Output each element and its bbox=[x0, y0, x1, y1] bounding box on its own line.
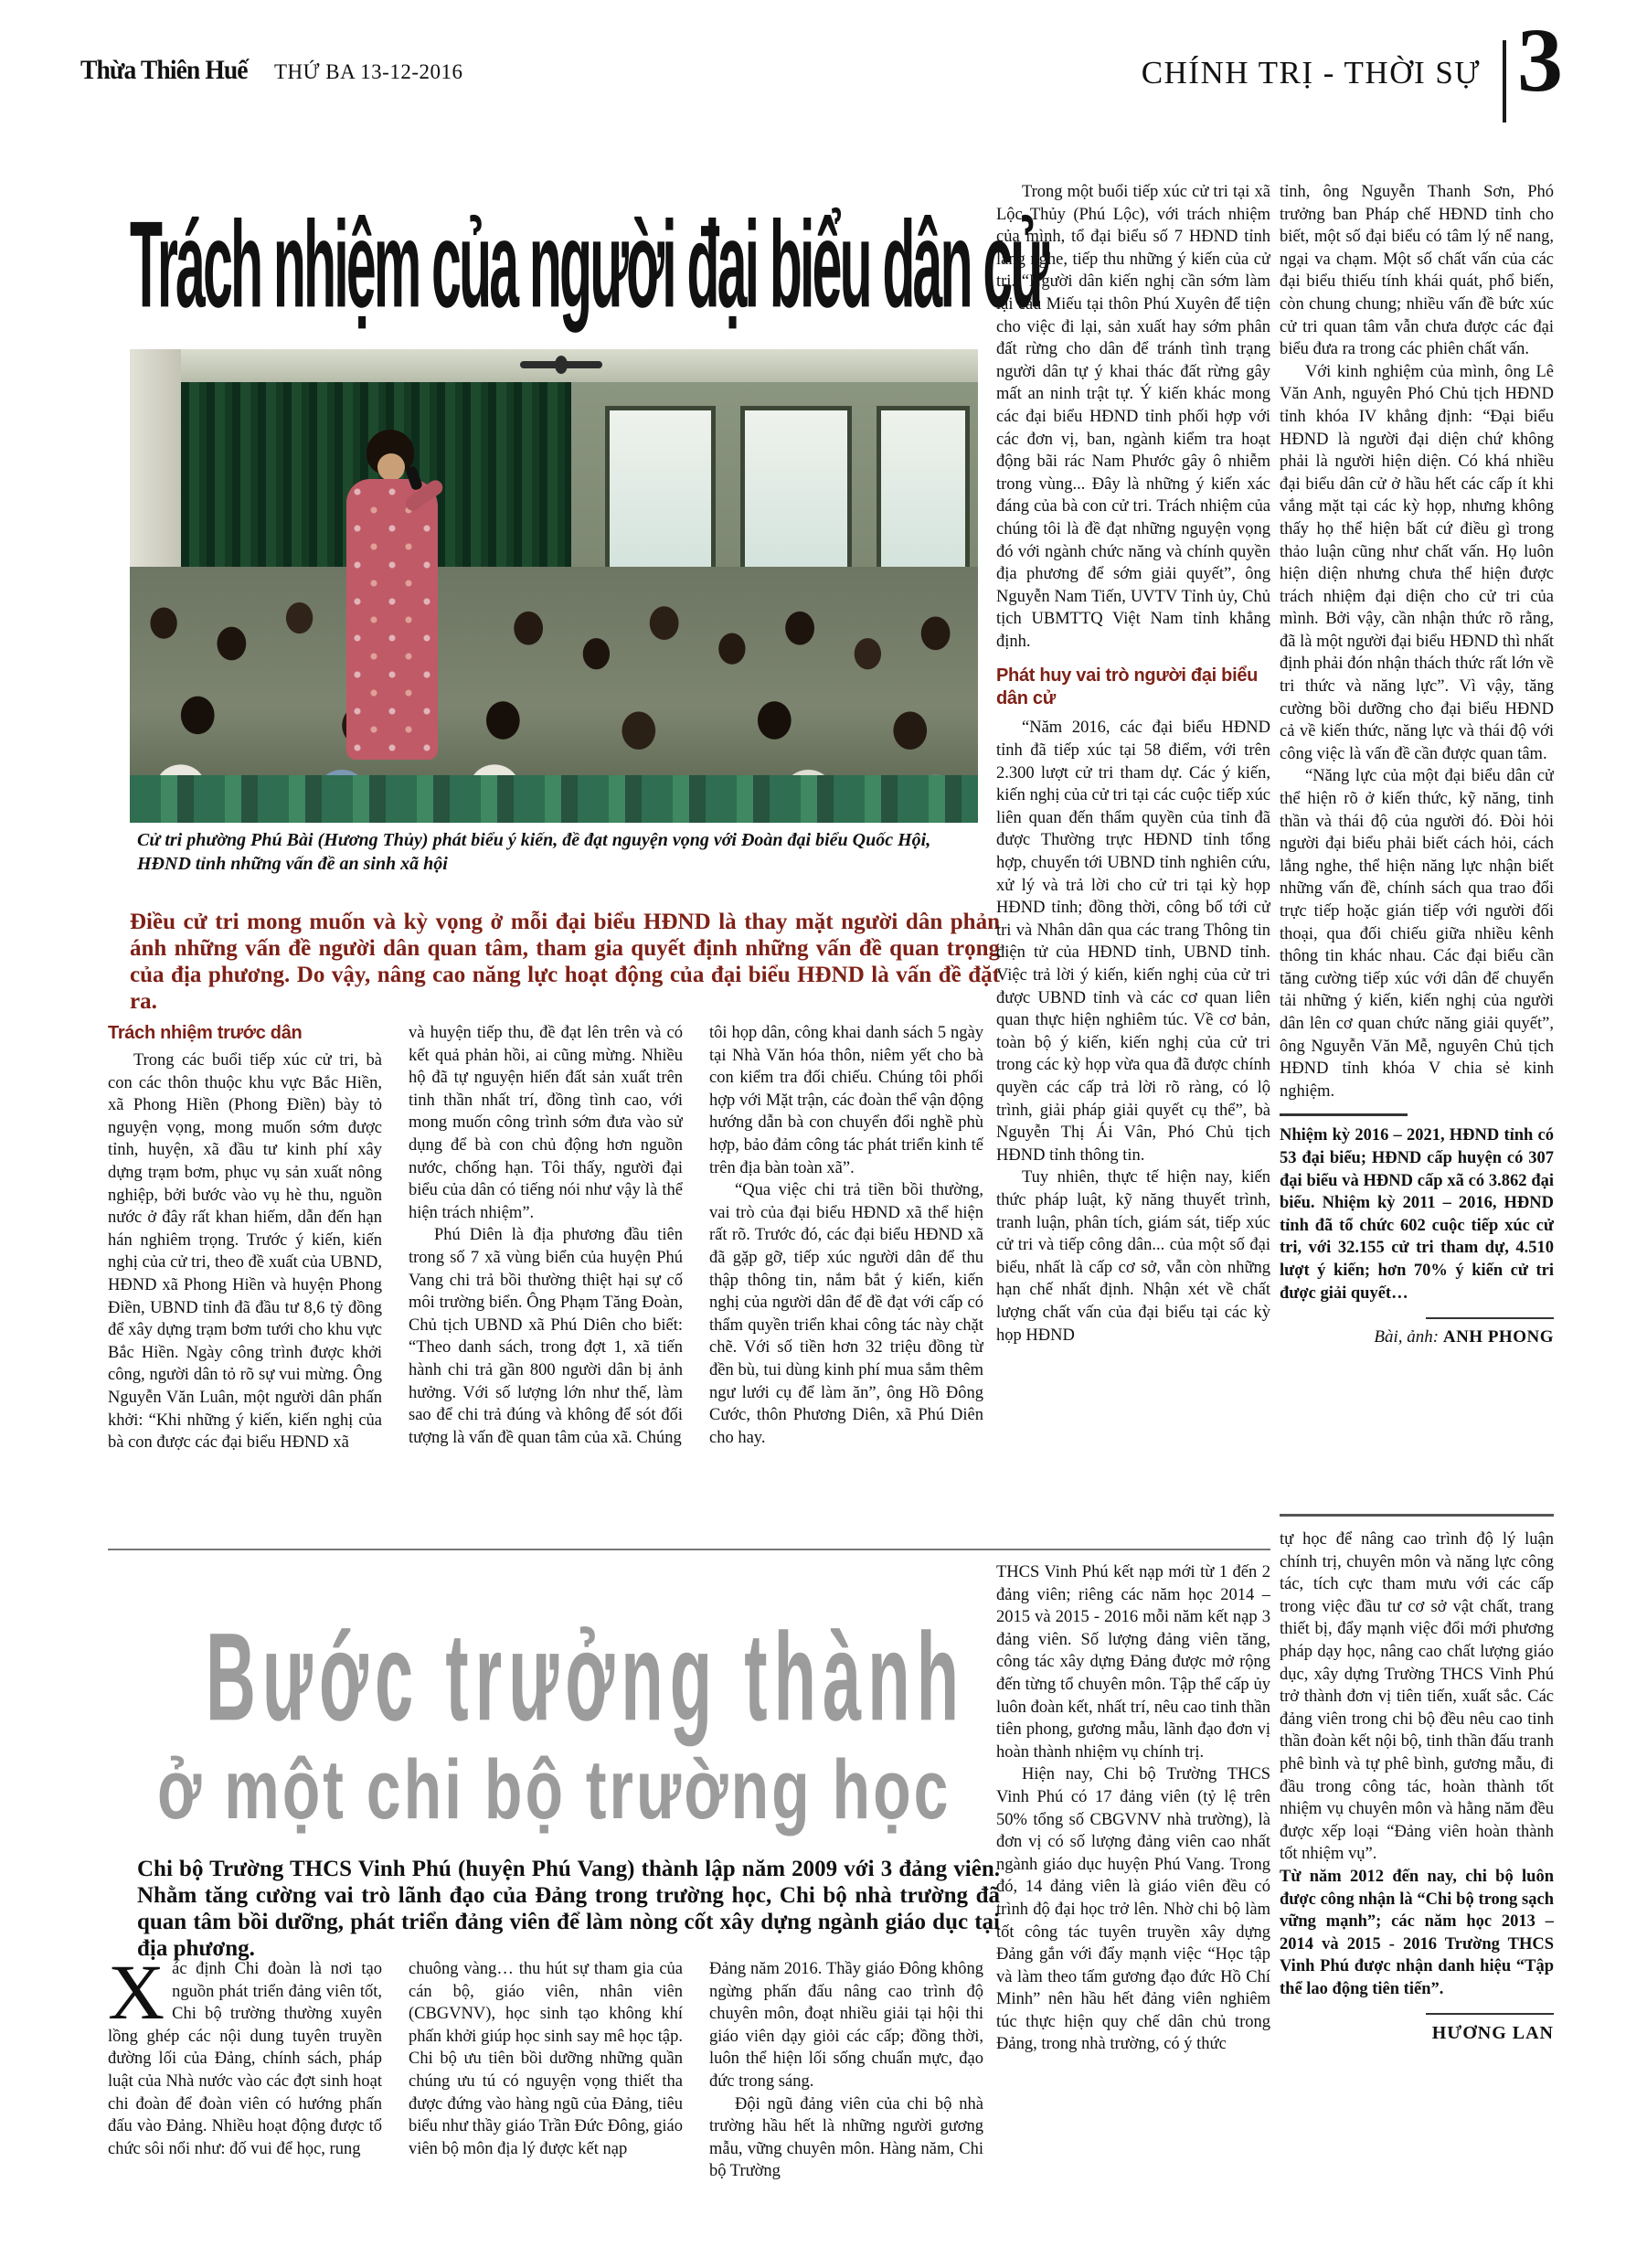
article1-headline: Trách nhiệm của người đại biểu dân cử bbox=[130, 195, 1047, 334]
byline-divider bbox=[1426, 1317, 1554, 1319]
article2-headline-line2: ở một chi bộ trường học bbox=[157, 1742, 951, 1837]
article2-paragraph: THCS Vinh Phú kết nạp mới từ 1 đến 2 đảng viên; riêng các năm học 2014 – 2015 và 2015 - 2016 mỗi năm kết nạp 3 đảng viên. Số lượng đảng viên tăng, công tác xây dựng Đảng được mở rộng đến từng tổ chuyên môn. Tập thể cấp ủy luôn đoàn kết, nhất trí, nêu cao tinh thần tiên phong, gương mẫu, lãnh đạo đơn vị hoàn thành nhiệm vụ chính trị. bbox=[996, 1563, 1270, 1762]
byline-author: ANH PHONG bbox=[1442, 1327, 1554, 1347]
article2-column-4 bbox=[996, 1561, 1270, 2267]
article2-column-3 bbox=[709, 1958, 983, 2260]
article1-paragraph: Với kinh nghiệm của mình, ông Lê Văn Anh, nguyên Phó Chủ tịch HĐND tỉnh khóa IV khẳng định: “Đại biểu HĐND là người đại diện chứ không phải là người hiện diện. Có khá nhiều đại biểu dân cử ở hầu hết các cấp ít khi vắng mặt tại các kỳ họp, nhưng không thấy họ thể hiện bất cứ điều gì trong thảo luận cũng như chất vấn. Họ luôn hiện diện nhưng chưa thể hiện được trách nhiệm đại diện cho cử tri của mình. Bởi vậy, cần nhận thức rõ rằng, đã là một người đại biểu HĐND thì nhất định phải đón nhận thách thức rất lớn về tri thức và năng lực”. Vì vậy, tăng cường bồi dưỡng cho đại biểu HĐND cả về kiến thức, năng lực và thái độ với công việc là vấn đề cần được quan tâm. bbox=[1280, 362, 1554, 763]
page-number: 3 bbox=[1517, 9, 1563, 111]
article1-column-5 bbox=[1280, 181, 1554, 1508]
article2-paragraph: tự học để nâng cao trình độ lý luận chính trị, chuyên môn và năng lực công tác, tích cực tham mưu với các cấp trong việc đầu tư cơ sở vật chất, trang thiết bị, đẩy mạnh việc đổi mới phương pháp dạy học, nâng cao chất lượng giáo dục, xây dựng Trường THCS Vinh Phú trở thành đơn vị tiên tiến, xuất sắc. Các đảng viên trong chi bộ đều nêu cao tinh thần đoàn kết nội bộ, tinh thần đấu tranh phê bình và tự phê bình, gương mẫu, đi đầu trong công tác, hoàn thành tốt nhiệm vụ chuyên môn và hằng năm đều được xếp loại “Đảng viên hoàn thành tốt nhiệm vụ”. bbox=[1280, 1530, 1554, 1864]
article2-paragraph: Đảng năm 2016. Thầy giáo Đông không ngừng phấn đấu nâng cao trình độ chuyên môn, đoạt nhiều giải tại hội thi giáo viên dạy giỏi các cấp; đồng thời, luôn thể hiện lối sống chuẩn mực, đạo đức trong sáng. bbox=[709, 1960, 983, 2091]
article1-lead: Điều cử tri mong muốn và kỳ vọng ở mỗi đại biểu HĐND là thay mặt người dân phản ánh những vấn đề người dân quan tâm, tham gia quyết định những vấn đề quan trọng của địa phương. Do vậy, nâng cao năng lực hoạt động của đại biểu HĐND là vấn đề đặt ra. bbox=[130, 910, 1000, 1014]
article1-paragraph: “Năng lực của một đại biểu dân cử thể hiện rõ ở kiến thức, kỹ năng, tinh thần và thái độ của người đó. Đòi hỏi người đại biểu phải biết cách hỏi, cách lắng nghe, thể hiện năng lực nhận biết những vấn đề, chính sách qua trao đổi trực tiếp hoặc gián tiếp với người đối thoại, qua đối chiếu giữa nhiều kênh thông tin khác nhau. Các đại biểu cần tăng cường tiếp xúc với dân để chuyển tải những ý kiến, kiến nghị của người dân lên cơ quan chức năng giải quyết”, ông Nguyễn Văn Mễ, nguyên Chủ tịch HĐND tỉnh khóa V chia sẻ kinh nghiệm. bbox=[1280, 767, 1554, 1101]
speaker-body bbox=[346, 479, 438, 760]
article2-paragraph-text: ác định Chi đoàn là nơi tạo nguồn phát triển đảng viên tốt, Chi bộ trường thường xuyên lồng ghép các nội dung tuyên truyền đường lối của Đảng, chính sách, pháp luật của Nhà nước vào các đợt sinh hoạt chi đoàn để đoàn viên có hướng phấn đấu vào Đảng. Nhiều hoạt động được tổ chức sôi nổi như: đố vui để học, rung bbox=[108, 1960, 382, 2158]
article1-infobox: Nhiệm kỳ 2016 – 2021, HĐND tỉnh có 53 đại biểu; HĐND cấp huyện có 307 đại biểu và HĐND cấp xã có 3.862 đại biểu. Nhiệm kỳ 2011 – 2016, HĐND tỉnh đã tổ chức 602 cuộc tiếp xúc cử tri, với 32.155 cử tri tham dự, 4.510 lượt ý kiến; hơn 70% ý kiến cử tri được giải quyết… bbox=[1280, 1126, 1554, 1303]
article1-paragraph: tôi họp dân, công khai danh sách 5 ngày tại Nhà Văn hóa thôn, niêm yết cho bà con kiểm tra đối chiếu. Chúng tôi phối hợp với Mặt trận, các đoàn thể vận động hướng dẫn bà con chuyển đổi nghề phù hợp, bảo đảm công tác phát triển kinh tế trên địa bàn toàn xã”. bbox=[709, 1024, 983, 1177]
article2-byline: HƯƠNG LAN bbox=[1431, 2023, 1554, 2044]
article1-column-2 bbox=[409, 1022, 683, 1536]
drop-cap: X bbox=[108, 1958, 165, 2036]
article-divider bbox=[108, 1549, 1270, 1550]
article1-paragraph: Trong một buổi tiếp xúc cử tri tại xã Lộc Thủy (Phú Lộc), với trách nhiệm của mình, tổ đại biểu số 7 HĐND tỉnh lắng nghe, tiếp thu những ý kiến của cử tri. “Người dân kiến nghị cần sớm làm lại cầu Miếu tại thôn Phú Xuyên để tiện cho việc đi lại, sản xuất hay sớm phân đất rừng cho dân để tránh tình trạng người dân tự ý khai thác đất rừng gây mất an ninh trật tự. Ý kiến khác mong các đại biểu HĐND tỉnh phối hợp với các đơn vị, ban, ngành kiểm tra hoạt động bãi rác Nam Phước gây ô nhiễm trong vùng... Đây là những ý kiến xác đáng của bà con cử tri. Trách nhiệm của chúng tôi là đề đạt những nguyện vọng đó với ngành chức năng và chính quyền địa phương để sớm giải quyết”, ông Nguyễn Nam Tiến, UVTV Tỉnh ủy, Chủ tịch UBMTTQ Việt Nam tỉnh khẳng định. bbox=[996, 183, 1270, 651]
article2-lead: Chi bộ Trường THCS Vinh Phú (huyện Phú Vang) thành lập năm 2009 với 3 đảng viên. Nhằm tăng cường vai trò lãnh đạo của Đảng trong trường học, Chi bộ nhà trường đã quan tâm bồi dưỡng, phát triển đảng viên để làm nòng cốt xây dựng ngành giáo dục tại địa phương. bbox=[137, 1857, 1000, 1961]
article1-paragraph: Phú Diên là địa phương đầu tiên trong số 7 xã vùng biển của huyện Phú Vang chi trả bồi thường thiệt hại sự cố môi trường biển. Ông Phạm Tăng Đoàn, Chủ tịch UBND xã Phú Diên cho biết: “Theo danh sách, trong đợt 1, xã tiến hành chi trả gần 800 người dân bị ảnh hưởng. Với số lượng lớn như thế, làm sao để chi trả đúng và không để sót đối tượng là vấn đề quan tâm của xã. Chúng bbox=[409, 1226, 683, 1447]
article2-column-2 bbox=[409, 1958, 683, 2260]
section-title: CHÍNH TRỊ - THỜI SỰ bbox=[1141, 55, 1481, 91]
article1-column-1 bbox=[108, 1022, 382, 1536]
byline-prefix: Bài, ảnh: bbox=[1374, 1327, 1443, 1347]
article1-paragraph: Tuy nhiên, thực tế hiện nay, kiến thức pháp luật, kỹ năng thuyết trình, tranh luận, phân tích, giám sát, tiếp xúc cử tri và tiếp công dân... của một số đại biểu, nhất là cấp cơ sở, vẫn còn những hạn chế nhất định. Nhận xét về chất lượng chất vấn của đại biểu tại các kỳ họp HĐND bbox=[996, 1168, 1270, 1345]
article1-byline bbox=[1280, 1327, 1554, 1347]
masthead: Thừa Thiên Huế bbox=[80, 55, 248, 85]
page-number-divider bbox=[1503, 40, 1506, 122]
article2-paragraph: Hiện nay, Chi bộ Trường THCS Vinh Phú có 17 đảng viên (tỷ lệ trên 50% tổng số CBGVNV nhà trường), là đơn vị có số lượng đảng viên cao nhất ngành giáo dục huyện Phú Vang. Trong đó, 14 đảng viên là giáo viên đều có trình độ đại học trở lên. Nhờ chi bộ làm tốt công tác tuyên truyền xây dựng Đảng gắn với đẩy mạnh việc “Học tập và làm theo tấm gương đạo đức Hồ Chí Minh” nên hầu hết đảng viên nghiêm túc thực hiện quy chế dân chủ trong Đảng, trong nhà trường, có ý thức bbox=[996, 1765, 1270, 2054]
speaker-silhouette bbox=[324, 430, 462, 808]
article2-paragraph bbox=[108, 1958, 382, 2160]
article1-paragraph: Trong các buổi tiếp xúc cử tri, bà con các thôn thuộc khu vực Bắc Hiền, xã Phong Hiền (Phong Điền) bày tỏ nguyện vọng, mong muốn sớm được tỉnh, huyện, xã đầu tư kinh phí xây dựng trạm bơm, phục vụ sản xuất nông nghiệp, bởi bước vào vụ hè thu, nguồn nước ở đây rất khan hiếm, dẫn đến hạn hán nghiêm trọng. Trước ý kiến, kiến nghị của cử tri, theo đề xuất của UBND, HĐND xã Phong Hiền và huyện Phong Điền, UBND tỉnh đã đầu tư 8,6 tỷ đồng để xây dựng trạm bơm tưới cho khu vực Bắc Hiền. Ngày công trình được khởi công, người dân tỏ rõ sự vui mừng. Ông Nguyễn Văn Luân, một người dân phấn khởi: “Khi những ý kiến, kiến nghị của bà con được các đại biểu HĐND xã bbox=[108, 1051, 382, 1453]
issue-date: THỨ BA 13-12-2016 bbox=[274, 60, 463, 83]
infobox-divider bbox=[1280, 1113, 1408, 1116]
ceiling-fan bbox=[520, 361, 602, 368]
article2-headline-line1: Bước trưởng thành bbox=[206, 1608, 966, 1748]
article1-paragraph: “Năm 2016, các đại biểu HĐND tỉnh đã tiếp xúc tại 58 điểm, với trên 2.300 lượt cử tri tham dự. Các ý kiến, kiến nghị của cử tri tại các cuộc tiếp xúc liên quan đến thẩm quyền của tỉnh đã được Thường trực HĐND tỉnh tổng hợp, chuyển tới UBND tỉnh nghiên cứu, xử lý và trả lời cho cử tri tại kỳ họp HĐND tỉnh; đồng thời, công bố tới cử tri và Nhân dân qua các trang Thông tin điện tử của HĐND tỉnh, UBND tỉnh. Việc trả lời ý kiến, kiến nghị của cử tri được UBND tỉnh và các cơ quan liên quan thực hiện nghiêm túc. Về cơ bản, toàn bộ ý kiến, kiến nghị của cử tri trong các kỳ họp vừa qua đã được chính quyền các cấp trả lời rõ ràng, có lộ trình, giải pháp giải quyết cụ thể”, bà Nguyễn Thị Ái Vân, Phó Chủ tịch HĐND tỉnh thông tin. bbox=[996, 719, 1270, 1165]
article2-column-1 bbox=[108, 1958, 382, 2260]
article1-photo bbox=[130, 349, 978, 823]
photo-caption: Cử tri phường Phú Bài (Hương Thủy) phát biểu ý kiến, đề đạt nguyện vọng với Đoàn đại biểu Quốc Hội, HĐND tỉnh những vấn đề an sinh xã hội bbox=[137, 830, 931, 874]
article1-subhead-2: Phát huy vai trò người đại biểu dân cử bbox=[996, 665, 1259, 709]
article1-paragraph: “Qua việc chi trả tiền bồi thường, vai trò của đại biểu HĐND xã thể hiện rất rõ. Trước đó, các đại biểu HĐND xã đã gặp gỡ, tiếp xúc người dân để thu thập thông tin, nắm bắt ý kiến, kiến nghị của người dân để đề đạt với cấp có thẩm quyền triển khai công tác này chặt chẽ. Với số tiền hơn 32 triệu đồng từ đền bù, tui dùng kinh phí mua sắm thêm ngư lưới cụ để làm ăn”, ông Hồ Đông Cước, thôn Phương Diên, xã Phú Diên cho hay. bbox=[709, 1181, 983, 1447]
article1-column-3 bbox=[709, 1022, 983, 1536]
article1-subhead-1: Trách nhiệm trước dân bbox=[108, 1023, 303, 1043]
article2-column-5 bbox=[1280, 1528, 1554, 2260]
article1-column-4 bbox=[996, 181, 1270, 1541]
article2-paragraph: Đội ngũ đảng viên của chi bộ nhà trường hầu hết là những người gương mẫu, vững chuyên môn. Hàng năm, Chi bộ Trường bbox=[709, 2094, 983, 2181]
speaker-face bbox=[377, 453, 405, 481]
article1-paragraph: tỉnh, ông Nguyễn Thanh Sơn, Phó trưởng ban Pháp chế HĐND tỉnh cho biết, một số đại biểu có tâm lý nể nang, ngại va chạm. Một số chất vấn của các đại biểu thiếu tính khái quát, phổ biến, còn chung chung; nhiều vấn đề bức xúc cử tri quan tâm vẫn chưa được các đại biểu đưa ra trong các phiên chất vấn. bbox=[1280, 183, 1554, 359]
photo-chairs bbox=[130, 775, 978, 823]
article1-paragraph: và huyện tiếp thu, đề đạt lên trên và có kết quả phản hồi, ai cũng mừng. Nhiều hộ đã tự nguyện hiến đất sản xuất trên tinh thần nhất trí, đồng tình cao, với mong muốn công trình sớm đưa vào sử dụng để bà con chủ động hơn nguồn nước, chống hạn. Tôi thấy, người đại biểu của dân có tiếng nói như vậy là thể hiện trách nhiệm”. bbox=[409, 1024, 683, 1222]
article-divider-col5 bbox=[1280, 1514, 1554, 1517]
byline-divider bbox=[1426, 2013, 1554, 2015]
article2-infobox: Từ năm 2012 đến nay, chi bộ luôn được công nhận là “Chi bộ trong sạch vững mạnh”; các năm học 2013 – 2014 và 2015 - 2016 Trường THCS Vinh Phú được nhận danh hiệu “Tập thể lao động tiên tiến”. bbox=[1280, 1867, 1554, 1998]
article2-paragraph: chuông vàng… thu hút sự tham gia của cán bộ, giáo viên, nhân viên (CBGVNV), học sinh tạo không khí phấn khởi giúp học sinh say mê học tập. Chi bộ ưu tiên bồi dưỡng những quần chúng ưu tú có nguyện vọng thiết tha được đứng vào hàng ngũ của Đảng, tiêu biểu như thầy giáo Trần Đức Đông, giáo viên bộ môn địa lý được kết nạp bbox=[409, 1960, 683, 2158]
